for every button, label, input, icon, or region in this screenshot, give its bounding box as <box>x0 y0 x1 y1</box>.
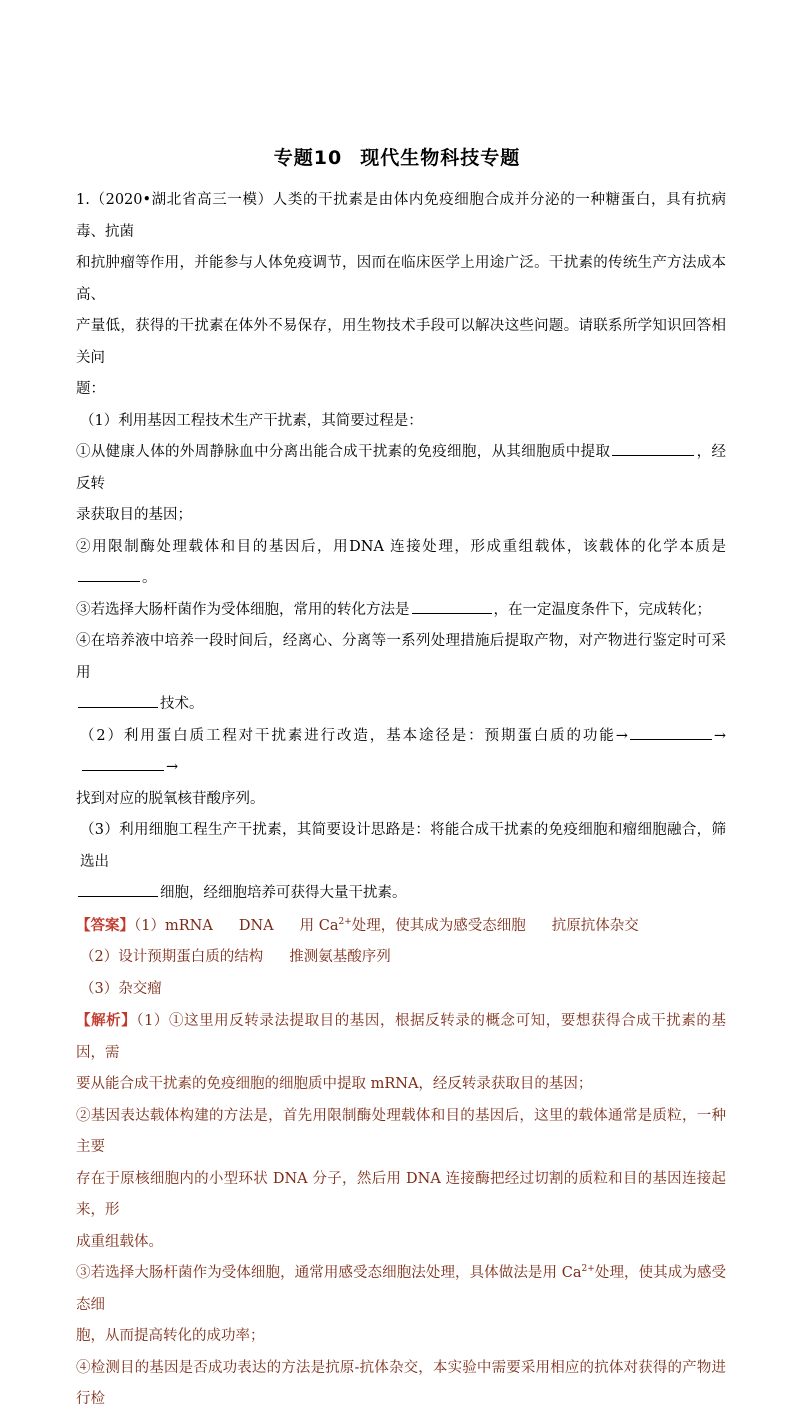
answer-blank <box>78 567 140 582</box>
title-text: 现代生物科技专题 <box>360 147 521 169</box>
analysis-line: ④检测目的基因是否成功表达的方法是抗原-抗体杂交，本实验中需要采用相应的抗体对获得的产物进行检 <box>76 1359 726 1407</box>
part2-question-cont: 找到对应的脱氧核苷酸序列。 <box>76 790 265 807</box>
analysis-line: 存在于原核细胞内的小型环状 DNA 分子，然后用 DNA 连接酶把经过切割的质粒和目的基因连接起来，形 <box>76 1170 726 1218</box>
sub-question-4: ④在培养液中培养一段时间后，经离心、分离等一系列处理措施后提取产物，对产物进行鉴定时可采用 <box>76 633 726 681</box>
analysis-tag: 【解析】 <box>76 1012 137 1029</box>
answer-tag: 【答案】 <box>76 916 134 934</box>
part3-question-cont: 细胞，经细胞培养可获得大量干扰素。 <box>76 878 726 910</box>
answer-blank <box>412 599 492 614</box>
part2-question: （2）利用蛋白质工程对干扰素进行改造，基本途径是：预期蛋白质的功能→ →→ <box>76 721 726 784</box>
answer-line-1: 【答案】（1）mRNA DNA 用 $Ca^{2+}$处理，使其成为感受态细胞 抗原抗体杂交 <box>76 916 639 934</box>
analysis-line-1: 【解析】（1）①这里用反转录法提取目的基因，根据反转录的概念可知，要想获得合成干扰素的基因，需 <box>76 1012 726 1061</box>
sub-question-3: ③若选择大肠杆菌作为受体细胞，常用的转化方法是 ，在一定温度条件下，完成转化； <box>76 595 726 627</box>
question-intro-line: 产量低，获得的干扰素在体外不易保存，用生物技术手段可以解决这些问题。请联系所学知识回答相关问 <box>76 318 726 366</box>
part1-title: （1）利用基因工程技术生产干扰素，其简要过程是： <box>80 412 423 429</box>
question-content <box>76 185 726 1416</box>
answer-blank <box>78 882 158 897</box>
part3-question: （3）利用细胞工程生产干扰素，其简要设计思路是：将能合成干扰素的免疫细胞和瘤细胞融合，筛选出 <box>80 822 726 870</box>
answer-blank <box>630 725 712 740</box>
answer-blank <box>612 441 694 456</box>
analysis-line: 成重组载体。 <box>76 1233 163 1250</box>
sub-question-2: ②用限制酶处理载体和目的基因后，用DNA 连接处理，形成重组载体，该载体的化学本质是。 <box>76 538 726 586</box>
title-number: 专题10 <box>273 147 343 169</box>
answer-line-2: （2）设计预期蛋白质的结构 推测氨基酸序列 <box>80 949 391 965</box>
analysis-line: 胞，从而提高转化的成功率； <box>76 1328 265 1344</box>
page-title <box>0 143 794 170</box>
analysis-line: 要从能合成干扰素的免疫细胞的细胞质中提取 mRNA，经反转录获取目的基因； <box>76 1076 593 1092</box>
question-intro-line: 1.（2020•湖北省高三一模）人类的干扰素是由体内免疫细胞合成并分泌的一种糖蛋白，具有抗病毒、抗菌 <box>76 192 726 240</box>
answer-blank <box>78 693 158 708</box>
answer-blank <box>82 756 164 771</box>
question-intro-line: 题： <box>76 381 105 397</box>
sub-question-4-cont: 技术。 <box>76 689 726 721</box>
analysis-line: ②基因表达载体构建的方法是，首先用限制酶处理载体和目的基因后，这里的载体通常是质粒，一种主要 <box>76 1107 726 1155</box>
analysis-line: ③若选择大肠杆菌作为受体细胞，通常用感受态细胞法处理，具体做法是用 $Ca^{2+}$处理，使其成为感受态细 <box>76 1264 726 1313</box>
sub-question-1: ①从健康人体的外周静脉血中分离出能合成干扰素的免疫细胞，从其细胞质中提取 ，经反转 <box>76 437 726 500</box>
sub-question-1-cont: 录获取目的基因； <box>76 507 192 523</box>
answer-line-3: （3）杂交瘤 <box>80 980 162 997</box>
question-intro-line: 和抗肿瘤等作用，并能参与人体免疫调节，因而在临床医学上用途广泛。干扰素的传统生产方法成本高、 <box>76 255 726 303</box>
